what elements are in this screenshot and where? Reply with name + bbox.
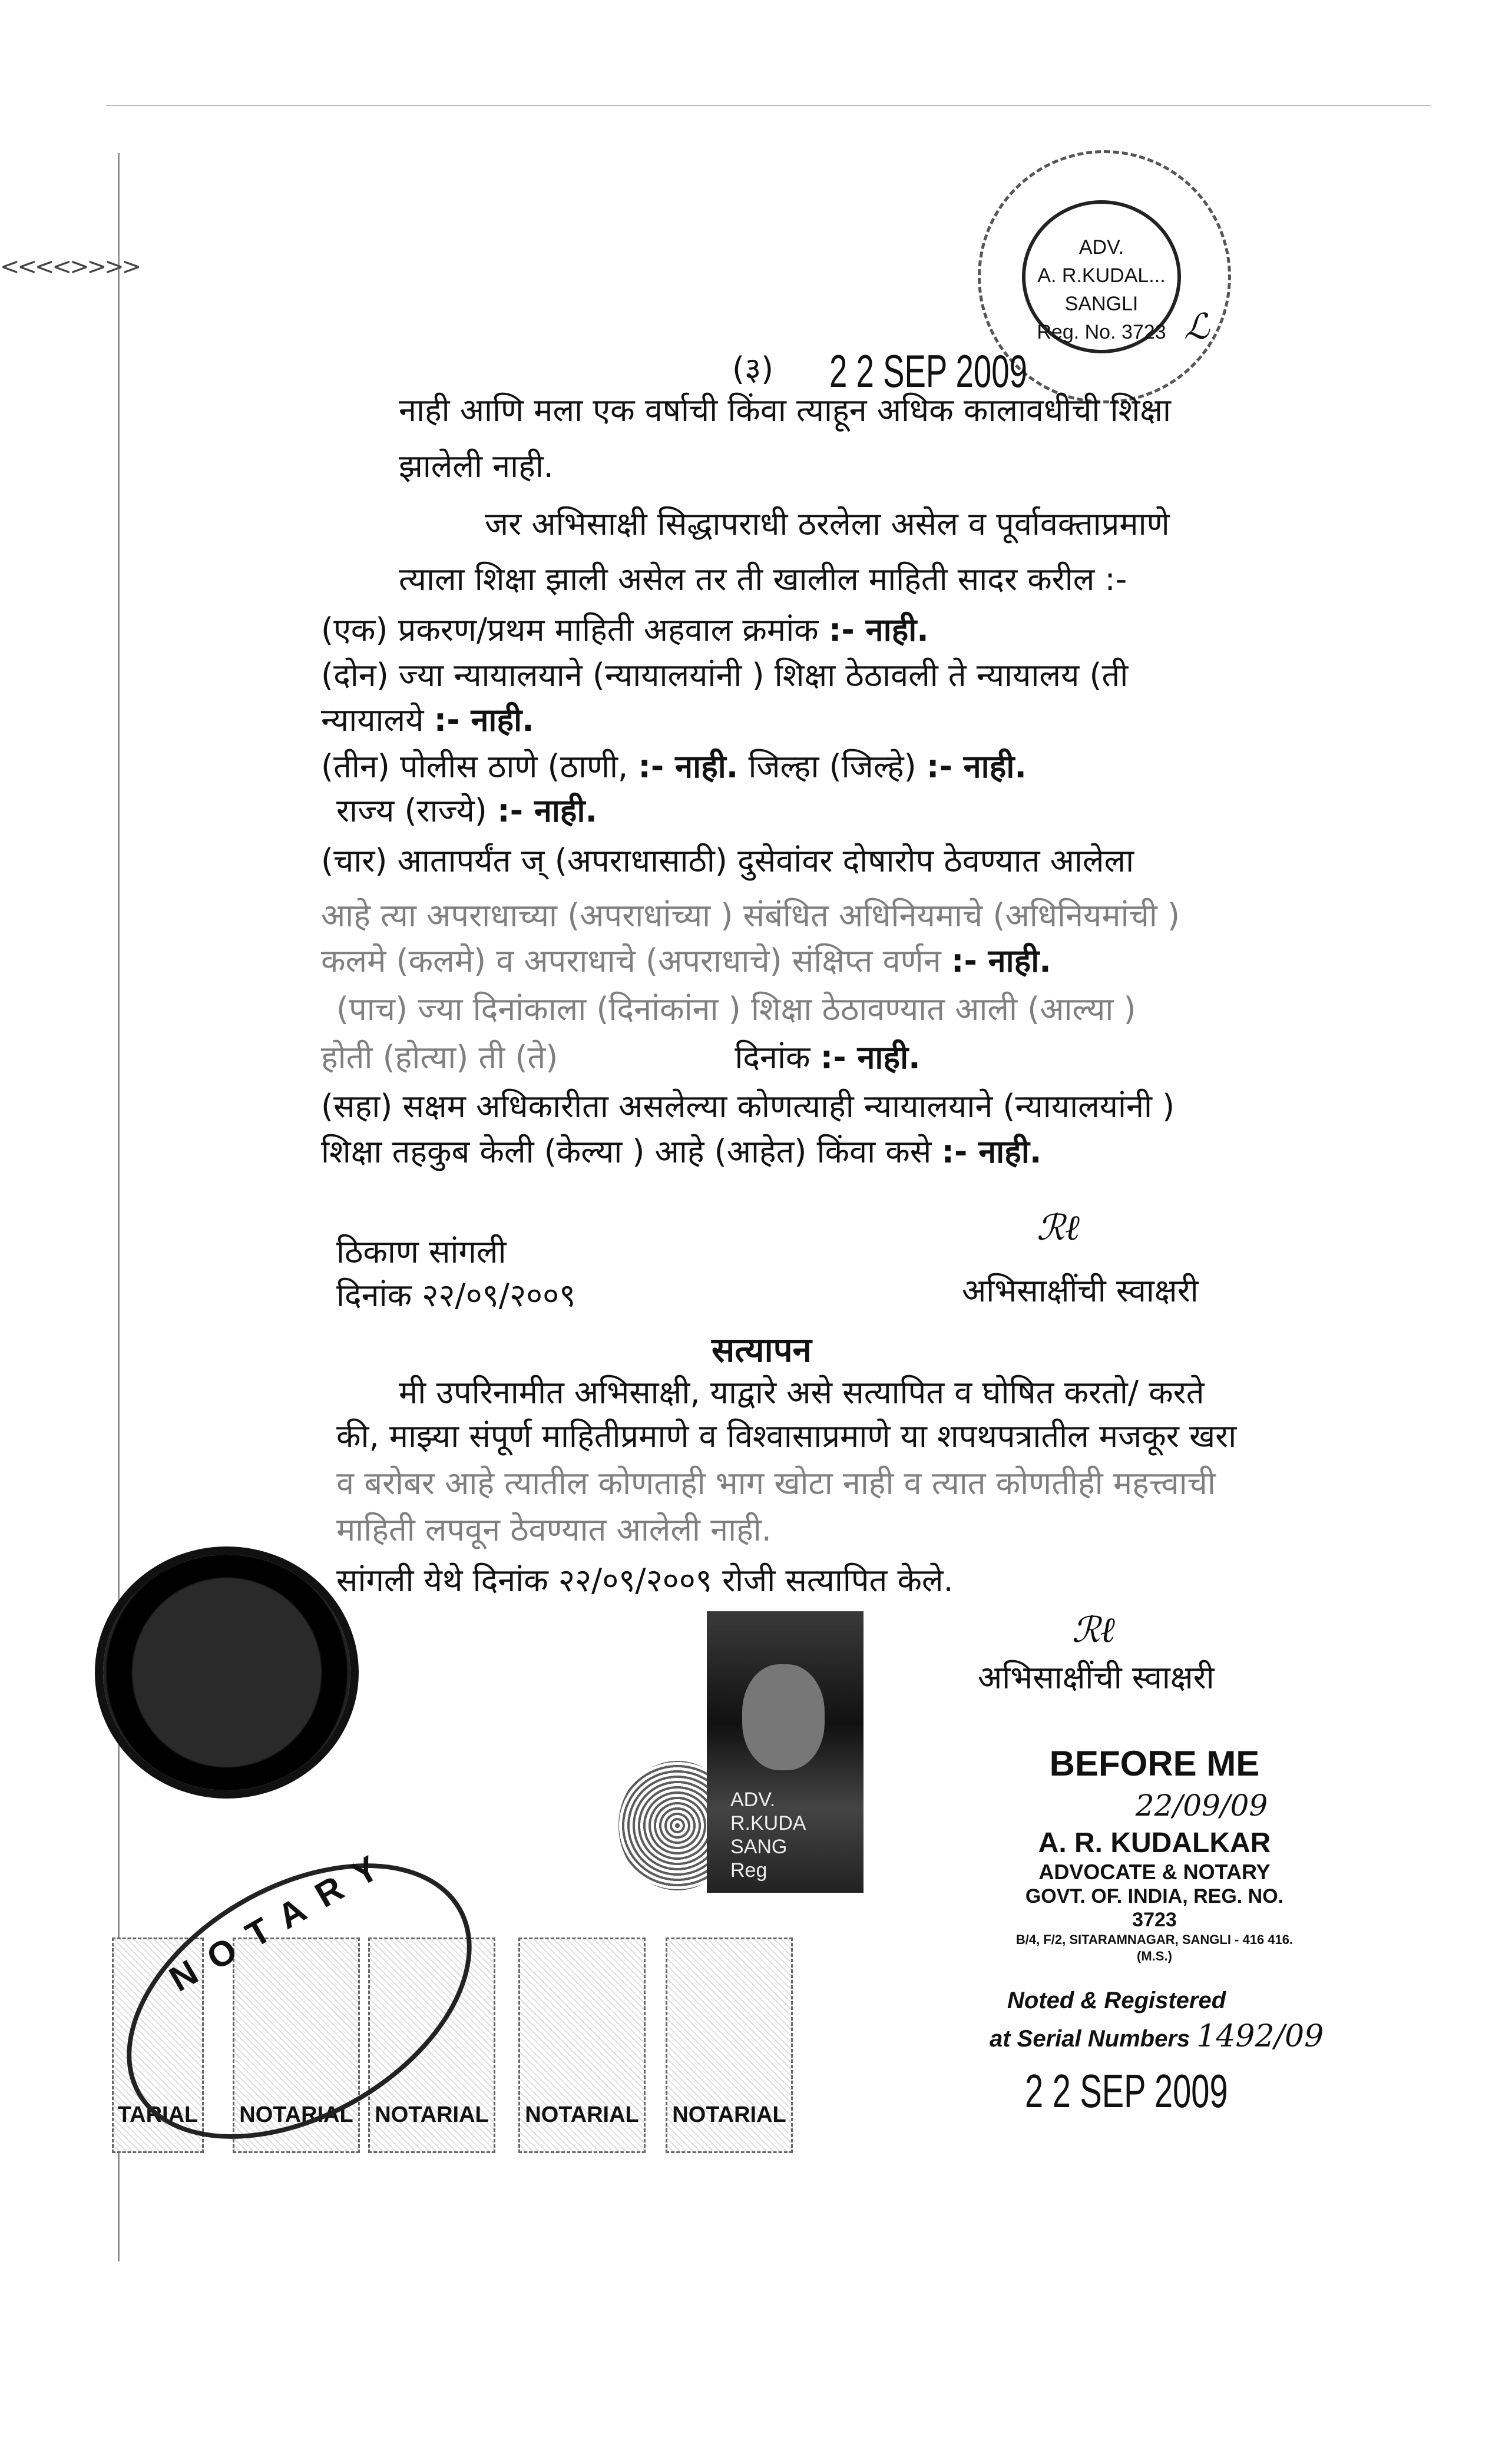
item-2-line: (दोन) ज्या न्यायालयाने (न्यायालयांनी ) शिक्षा ठेठावली ते न्यायालय (ती — [321, 657, 1129, 694]
item-4-line: आहे त्या अपराधाच्या (अपराधांच्या ) संबंधित अधिनियमाचे (अधिनियमांची ) — [321, 897, 1180, 934]
item-5-line: (पाच) ज्या दिनांकाला (दिनांकांना ) शिक्षा ठेठावण्यात आली (आल्या ) — [336, 991, 1136, 1028]
item-answer: :- नाही. — [497, 792, 597, 829]
item-label: दिनांक — [735, 1039, 810, 1076]
item-3 — [321, 748, 1027, 785]
stamp-line: Reg. No. 3723 — [1037, 321, 1166, 343]
item-answer: :- नाही. — [951, 942, 1051, 979]
notarial-stamp — [518, 1938, 646, 2153]
stamp-label: TARIAL — [117, 2102, 198, 2127]
item-4-line: (चार) आतापर्यंत ज् (अपराधासाठी) दुसेवांवर दोषारोप ठेवण्यात आलेला — [321, 842, 1134, 879]
notary-signature-date: 22/09/09 — [1135, 1789, 1268, 1823]
serial-value: 1492/09 — [1196, 2019, 1324, 2054]
item-answer: :- नाही. — [941, 1133, 1042, 1170]
noted-registered: Noted & Registered — [1007, 1988, 1226, 2013]
item-answer: :- नाही. — [434, 701, 534, 738]
item-answer: :- नाही. — [926, 748, 1027, 785]
paragraph-line: नाही आणि मला एक वर्षाची किंवा त्याहून अधिक कालावधीची शिक्षा — [399, 392, 1172, 429]
notary-title: ADVOCATE & NOTARY — [1038, 1860, 1271, 1884]
stamp-line: SANG — [730, 1836, 788, 1858]
item-3-state — [336, 792, 597, 829]
item-label: शिक्षा तहकुब केली (केल्या ) आहे (आहेत) किंवा कसे — [321, 1133, 932, 1170]
date-label: दिनांक २२/०९/२००९ — [336, 1277, 576, 1314]
item-6-line2 — [321, 1133, 1042, 1170]
notary-reg: GOVT. OF. INDIA, REG. NO. 3723 — [1025, 1885, 1284, 1931]
stamp-label: NOTARIAL — [375, 2102, 489, 2127]
serial-label: at Serial Numbers — [990, 2026, 1190, 2052]
signature-label: अभिसाक्षींची स्वाक्षरी — [962, 1272, 1199, 1309]
page-number: (३) — [732, 350, 774, 388]
item-label: न्यायालये — [321, 701, 424, 738]
item-label: राज्य (राज्ये) — [336, 792, 487, 829]
photo-stamp — [730, 1788, 806, 1882]
paragraph-line: जर अभिसाक्षी सिद्धापराधी ठरलेला असेल व पूर्वावक्ताप्रमाणे — [485, 505, 1170, 542]
date-stamp-top: 2 2 SEP 2009 — [829, 345, 1027, 397]
stamp-line: ADV. — [1078, 236, 1124, 259]
paragraph-line: झालेली नाही. — [399, 448, 554, 485]
serial-numbers — [990, 2019, 1324, 2054]
item-answer: :- नाही. — [820, 1039, 921, 1076]
paragraph-line: त्याला शिक्षा झाली असेल तर ती खालील माहिती सादर करील :- — [399, 561, 1127, 598]
stamp-line: SANGLI — [1064, 293, 1139, 315]
stamp-label: NOTARIAL — [239, 2102, 353, 2127]
deponent-signature: ℛℓ — [1072, 1609, 1115, 1651]
scan-edge-line — [106, 105, 1431, 106]
item-answer: :- नाही. — [638, 748, 739, 785]
initials-signature: ℒ — [1184, 306, 1210, 347]
item-label: कलमे (कलमे) व अपराधाचे (अपराधाचे) संक्षिप्त वर्णन — [321, 942, 941, 979]
stamp-line: ADV. — [730, 1789, 776, 1811]
deponent-photo — [707, 1611, 864, 1893]
notary-address: B/4, F/2, SITARAMNAGAR, SANGLI - 416 416. (M.S.) — [1015, 1932, 1293, 1963]
item-5-line2 — [321, 1039, 921, 1076]
item-2-line — [321, 701, 534, 738]
verification-line: की, माझ्या संपूर्ण माहितीप्रमाणे व विश्वासाप्रमाणे या शपथपत्रातील मजकूर खरा — [336, 1418, 1237, 1455]
signature-label: अभिसाक्षींची स्वाक्षरी — [978, 1659, 1215, 1696]
verification-line: माहिती लपवून ठेवण्यात आलेली नाही. — [336, 1511, 772, 1548]
stamp-line: Reg — [730, 1859, 767, 1882]
stamp-label: NOTARIAL — [525, 2102, 639, 2127]
notary-name: A. R. KUDALKAR — [1038, 1827, 1271, 1859]
item-1 — [321, 611, 929, 648]
date-stamp-bottom: 2 2 SEP 2009 — [1025, 2065, 1228, 2117]
before-me: BEFORE ME — [1049, 1744, 1260, 1783]
place-label: ठिकाण सांगली — [336, 1233, 507, 1270]
deponent-signature: ℛℓ — [1037, 1207, 1080, 1248]
notary-embossed-seal — [103, 1555, 350, 1790]
item-answer: :- नाही. — [828, 611, 929, 648]
margin-arrows-mark: <<<<>>>> — [0, 253, 140, 280]
item-label: (तीन) पोलीस ठाणे (ठाणी, — [321, 748, 628, 785]
item-label: होती (होत्या) ती (ते) — [321, 1039, 558, 1076]
stamp-line: A. R.KUDAL... — [1037, 264, 1166, 287]
verification-title: सत्यापन — [712, 1330, 812, 1370]
notary-stamp — [1001, 1743, 1308, 1965]
oval-stamp-text: NOTARY — [163, 1839, 401, 1999]
verification-line: व बरोबर आहे त्यातील कोणताही भाग खोटा नाही व त्यात कोणतीही महत्त्वाची — [336, 1465, 1216, 1502]
item-6-line: (सहा) सक्षम अधिकारीता असलेल्या कोणत्याही न्यायालयाने (न्यायालयांनी ) — [321, 1088, 1175, 1125]
item-4-line3 — [321, 942, 1051, 979]
verification-line: मी उपरिनामीत अभिसाक्षी, याद्वारे असे सत्यापित व घोषित करतो/ करते — [399, 1374, 1205, 1411]
notarial-stamp — [666, 1938, 793, 2153]
photo-face — [742, 1664, 825, 1770]
verification-line: सांगली येथे दिनांक २२/०९/२००९ रोजी सत्यापित केले. — [336, 1562, 954, 1599]
stamp-line: R.KUDA — [730, 1812, 806, 1834]
stamp-label: NOTARIAL — [672, 2102, 786, 2127]
item-label: (एक) प्रकरण/प्रथम माहिती अहवाल क्रमांक — [321, 611, 819, 648]
item-label: जिल्हा (जिल्हे) — [748, 748, 917, 785]
